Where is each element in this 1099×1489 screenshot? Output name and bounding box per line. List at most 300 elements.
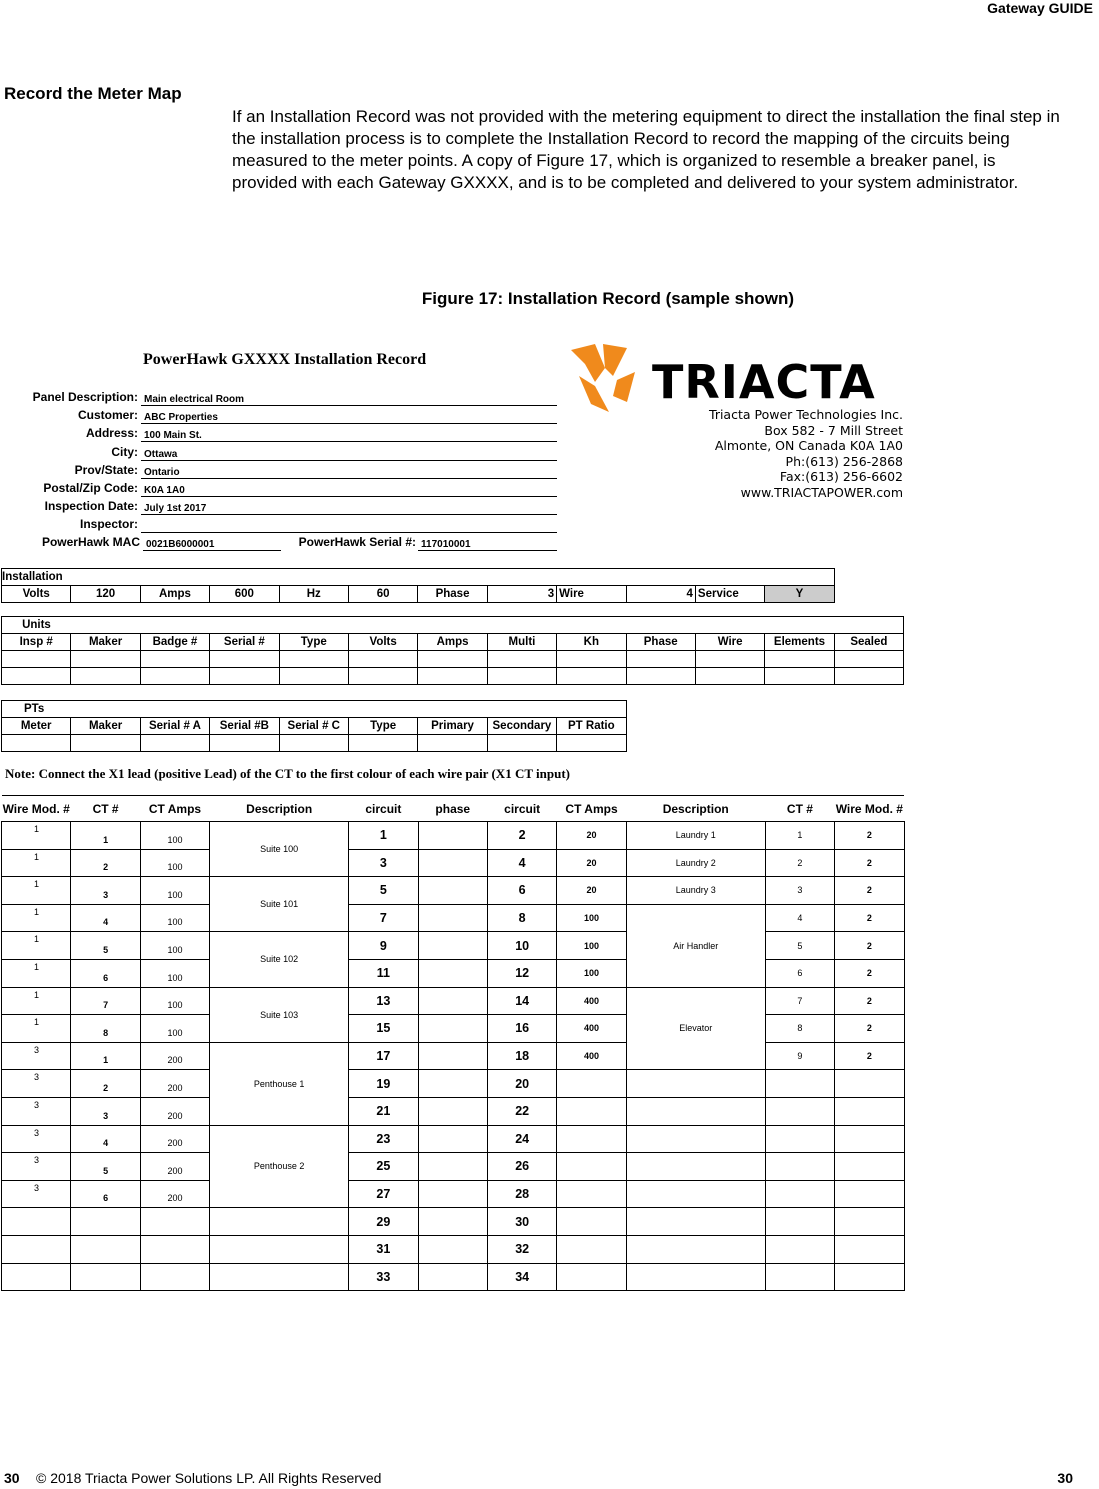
mac-label: PowerHawk MAC	[41, 535, 140, 549]
section-title: Record the Meter Map	[4, 84, 182, 103]
empty-cell[interactable]	[626, 668, 695, 685]
wire-mod-cell: 3	[2, 1125, 71, 1153]
pts-table	[1, 700, 627, 752]
ct-number-cell	[71, 1235, 140, 1263]
ct-amps-cell	[140, 1235, 209, 1263]
ct-number-cell: 3	[765, 877, 834, 905]
wire-mod-cell: 2	[835, 849, 904, 877]
phase-cell	[418, 1015, 487, 1043]
circuit-cell: 5	[349, 877, 418, 905]
units-header: Type	[279, 634, 348, 651]
panel-header: circuit	[365, 801, 402, 816]
address-line: www.TRIACTAPOWER.com	[740, 484, 903, 500]
field-value: Ottawa	[141, 447, 557, 461]
field-label: Customer:	[77, 408, 138, 423]
wire-mod-cell: 2	[835, 877, 904, 905]
ct-amps-cell: 200	[140, 1180, 209, 1208]
ct-number-cell: 7	[765, 987, 834, 1015]
empty-cell[interactable]	[348, 668, 417, 685]
wire-mod-cell	[835, 1125, 904, 1153]
pts-header: Serial #B	[210, 718, 279, 735]
description-cell	[626, 1125, 765, 1153]
ct-amps-cell	[557, 1097, 626, 1125]
pts-header: Primary	[418, 718, 487, 735]
ct-number-cell: 5	[71, 932, 140, 960]
circuit-cell: 8	[487, 904, 556, 932]
phase-cell	[418, 1263, 487, 1291]
ct-amps-cell: 200	[140, 1097, 209, 1125]
field-value: Main electrical Room	[141, 392, 557, 406]
ct-number-cell	[765, 1153, 834, 1181]
ct-amps-cell: 100	[140, 987, 209, 1015]
table-row	[2, 668, 904, 685]
circuit-cell: 24	[487, 1125, 556, 1153]
empty-cell[interactable]	[487, 668, 556, 685]
empty-cell[interactable]	[140, 735, 209, 752]
ct-number-cell	[765, 1263, 834, 1291]
wire-mod-cell	[835, 1097, 904, 1125]
ct-amps-cell	[557, 1180, 626, 1208]
empty-cell[interactable]	[210, 735, 279, 752]
ct-amps-cell	[557, 1263, 626, 1291]
wire-mod-cell	[835, 1070, 904, 1098]
wire-mod-cell: 1	[2, 959, 71, 987]
ct-number-cell	[765, 1180, 834, 1208]
empty-cell[interactable]	[557, 735, 626, 752]
wire-mod-cell	[835, 1153, 904, 1181]
phase-cell	[418, 959, 487, 987]
ct-number-cell	[765, 1097, 834, 1125]
ct-amps-cell: 200	[140, 1125, 209, 1153]
wire-mod-cell	[835, 1208, 904, 1236]
pts-header: Maker	[71, 718, 140, 735]
circuit-cell: 32	[487, 1235, 556, 1263]
empty-cell[interactable]	[418, 668, 487, 685]
field-value: Ontario	[141, 465, 557, 479]
field-value: July 1st 2017	[141, 501, 557, 515]
ct-number-cell	[765, 1208, 834, 1236]
units-header: Maker	[71, 634, 140, 651]
wire-mod-cell: 3	[2, 1153, 71, 1181]
wire-mod-cell	[2, 1208, 71, 1236]
pts-header: Serial # C	[279, 718, 348, 735]
circuit-cell: 17	[349, 1042, 418, 1070]
field-label: City:	[111, 444, 138, 459]
ct-number-cell	[765, 1125, 834, 1153]
address-line: Almonte, ON Canada K0A 1A0	[714, 438, 903, 453]
ct-amps-cell	[140, 1208, 209, 1236]
phase-cell	[418, 877, 487, 905]
description-cell: Laundry 1	[626, 822, 765, 850]
empty-cell[interactable]	[2, 735, 71, 752]
empty-cell[interactable]	[210, 651, 279, 668]
ct-amps-cell: 20	[557, 877, 626, 905]
wire-mod-cell: 2	[835, 822, 904, 850]
panel-header: phase	[435, 801, 471, 816]
panel-header: Wire Mod. #	[2, 801, 70, 816]
description-cell	[626, 1097, 765, 1125]
ct-number-cell: 5	[765, 932, 834, 960]
field-label: Address:	[85, 426, 138, 441]
ct-number-cell: 3	[71, 877, 140, 905]
installation-cell: Volts	[2, 586, 71, 603]
ct-number-cell: 2	[765, 849, 834, 877]
units-header: Insp #	[2, 634, 71, 651]
ct-amps-cell	[557, 1208, 626, 1236]
circuit-cell: 27	[349, 1180, 418, 1208]
installation-cell: Phase	[418, 586, 487, 603]
field-label: Postal/Zip Code:	[43, 481, 138, 495]
serial-label: PowerHawk Serial #:	[298, 535, 416, 549]
empty-cell[interactable]	[2, 668, 71, 685]
ct-number-cell	[71, 1208, 140, 1236]
ct-amps-cell: 100	[140, 959, 209, 987]
empty-cell[interactable]	[279, 668, 348, 685]
panel-header: Description	[662, 801, 729, 816]
installation-cell: 3	[487, 586, 556, 603]
circuit-cell: 21	[349, 1097, 418, 1125]
empty-cell[interactable]	[765, 651, 834, 668]
units-table	[1, 616, 904, 685]
installation-cell: 4	[626, 586, 695, 603]
empty-cell[interactable]	[487, 651, 556, 668]
circuit-cell: 2	[487, 822, 556, 850]
units-header: Elements	[765, 634, 834, 651]
wire-mod-cell: 2	[835, 1015, 904, 1043]
ct-amps-cell: 20	[557, 849, 626, 877]
installation-cell: Hz	[279, 586, 348, 603]
circuit-cell: 34	[487, 1263, 556, 1291]
empty-cell[interactable]	[71, 651, 140, 668]
circuit-cell: 11	[349, 959, 418, 987]
pts-header: Serial # A	[140, 718, 209, 735]
field-value	[141, 519, 557, 533]
wire-mod-cell: 1	[2, 849, 71, 877]
installation-title: Installation	[2, 569, 835, 586]
serial-value: 117010001	[418, 537, 557, 551]
triacta-logo-mark-icon	[565, 342, 653, 414]
circuit-cell: 33	[349, 1263, 418, 1291]
pts-header: Meter	[2, 718, 71, 735]
circuit-cell: 3	[349, 849, 418, 877]
wire-mod-cell: 1	[2, 822, 71, 850]
units-header: Wire	[695, 634, 764, 651]
circuit-cell: 31	[349, 1235, 418, 1263]
wire-mod-cell	[835, 1235, 904, 1263]
record-title: PowerHawk GXXXX Installation Record	[143, 351, 427, 368]
circuit-cell: 16	[487, 1015, 556, 1043]
address-line: Fax:(613) 256-6602	[779, 469, 903, 484]
ct-amps-cell	[557, 1235, 626, 1263]
installation-cell: Service	[695, 586, 764, 603]
footer-page-right: 30	[1057, 1470, 1073, 1486]
field-label: Prov/State:	[74, 462, 138, 477]
description-cell: Penthouse 2	[210, 1125, 349, 1208]
ct-number-cell: 4	[765, 904, 834, 932]
description-cell: Laundry 2	[626, 849, 765, 877]
description-cell: Air Handler	[626, 904, 765, 987]
table-row	[2, 1153, 905, 1181]
installation-cell: 120	[71, 586, 140, 603]
ct-amps-cell	[557, 1153, 626, 1181]
table-row	[2, 1070, 905, 1098]
ct-number-cell: 4	[71, 904, 140, 932]
wire-mod-cell: 2	[835, 987, 904, 1015]
phase-cell	[418, 849, 487, 877]
field-value: ABC Properties	[141, 410, 557, 424]
empty-cell[interactable]	[487, 735, 556, 752]
wire-mod-cell: 2	[835, 1042, 904, 1070]
panel-header: circuit	[504, 801, 541, 816]
empty-cell[interactable]	[71, 735, 140, 752]
ct-number-cell: 9	[765, 1042, 834, 1070]
ct-number-cell: 7	[71, 987, 140, 1015]
pts-title: PTs	[2, 701, 627, 718]
ct-amps-cell: 100	[140, 904, 209, 932]
empty-cell[interactable]	[279, 735, 348, 752]
empty-cell[interactable]	[834, 651, 903, 668]
wire-mod-cell: 1	[2, 877, 71, 905]
ct-amps-cell: 400	[557, 1015, 626, 1043]
description-cell	[210, 1208, 349, 1236]
circuit-cell: 26	[487, 1153, 556, 1181]
ct-amps-cell	[557, 1070, 626, 1098]
empty-cell[interactable]	[557, 651, 626, 668]
phase-cell	[418, 1070, 487, 1098]
empty-cell[interactable]	[557, 668, 626, 685]
units-header: Multi	[487, 634, 556, 651]
empty-cell[interactable]	[348, 735, 417, 752]
figure-caption: Figure 17: Installation Record (sample shown)	[421, 289, 795, 308]
section-body: If an Installation Record was not provided with the metering equipment to direct the installation the final step in the installation process is to complete the Installation Record to record the mapping of the circuits being measured to the meter points. A copy of Figure 17, which is organized to resemble a breaker panel, is provided with each Gateway GXXXX, and is to be completed and delivered to your system administrator.	[232, 107, 1060, 192]
installation-cell: 60	[348, 586, 417, 603]
table-row	[2, 822, 905, 850]
wire-mod-cell	[2, 1263, 71, 1291]
wire-mod-cell: 1	[2, 932, 71, 960]
field-label: Inspector:	[79, 517, 138, 532]
wire-mod-cell: 1	[2, 1015, 71, 1043]
empty-cell[interactable]	[140, 668, 209, 685]
units-header: Phase	[626, 634, 695, 651]
circuit-cell: 4	[487, 849, 556, 877]
panel-header: CT Amps	[565, 801, 618, 816]
empty-cell[interactable]	[71, 668, 140, 685]
field-value: K0A 1A0	[141, 483, 557, 497]
circuit-cell: 25	[349, 1153, 418, 1181]
circuit-cell: 10	[487, 932, 556, 960]
description-cell	[626, 1235, 765, 1263]
table-row	[2, 1235, 905, 1263]
empty-cell[interactable]	[210, 668, 279, 685]
wire-mod-cell: 3	[2, 1042, 71, 1070]
description-cell	[626, 1153, 765, 1181]
units-header: Serial #	[210, 634, 279, 651]
installation-cell: Amps	[140, 586, 209, 603]
ct-amps-cell: 20	[557, 822, 626, 850]
pts-header: PT Ratio	[557, 718, 626, 735]
description-cell: Suite 102	[210, 932, 349, 987]
wire-mod-cell: 3	[2, 1097, 71, 1125]
units-header: Amps	[418, 634, 487, 651]
pts-header-row	[2, 718, 627, 735]
installation-cell: 600	[210, 586, 279, 603]
table-row	[2, 849, 905, 877]
units-header: Volts	[348, 634, 417, 651]
table-row	[2, 904, 905, 932]
empty-cell[interactable]	[418, 651, 487, 668]
ct-number-cell: 1	[71, 822, 140, 850]
ct-amps-cell: 100	[140, 822, 209, 850]
ct-amps-cell	[557, 1125, 626, 1153]
footer-copyright: © 2018 Triacta Power Solutions LP. All Rights Reserved	[36, 1470, 382, 1486]
installation-table	[1, 568, 835, 603]
wire-mod-cell: 1	[2, 987, 71, 1015]
wire-mod-cell: 1	[2, 904, 71, 932]
ct-amps-cell	[140, 1263, 209, 1291]
phase-cell	[418, 987, 487, 1015]
ct-number-cell: 6	[765, 959, 834, 987]
address-line: Box 582 - 7 Mill Street	[764, 422, 903, 438]
ct-number-cell: 4	[71, 1125, 140, 1153]
units-header: Kh	[557, 634, 626, 651]
table-row	[2, 1042, 905, 1070]
panel-table	[1, 795, 905, 1291]
panel-header: Wire Mod. #	[835, 801, 903, 816]
empty-cell[interactable]	[765, 668, 834, 685]
units-header-row	[2, 634, 904, 651]
ct-number-cell	[765, 1070, 834, 1098]
description-cell	[626, 1263, 765, 1291]
description-cell	[210, 1263, 349, 1291]
ct-amps-cell: 100	[140, 849, 209, 877]
ct-amps-cell: 100	[557, 932, 626, 960]
empty-cell[interactable]	[2, 651, 71, 668]
wire-mod-cell: 2	[835, 959, 904, 987]
ct-number-cell: 2	[71, 849, 140, 877]
circuit-cell: 29	[349, 1208, 418, 1236]
circuit-cell: 15	[349, 1015, 418, 1043]
circuit-cell: 1	[349, 822, 418, 850]
table-row	[2, 1180, 905, 1208]
ct-amps-cell: 200	[140, 1070, 209, 1098]
circuit-cell: 28	[487, 1180, 556, 1208]
ct-number-cell: 5	[71, 1153, 140, 1181]
address-line: Ph:(613) 256-2868	[785, 453, 903, 469]
company-address	[709, 407, 903, 500]
description-cell: Laundry 3	[626, 877, 765, 905]
panel-header: CT #	[92, 801, 119, 816]
installation-cell: Wire	[557, 586, 626, 603]
triacta-logo-text: TRIACTA	[652, 355, 876, 409]
panel-header: Description	[246, 801, 313, 816]
panel-header-row	[2, 796, 905, 822]
field-label: Inspection Date:	[44, 499, 138, 514]
table-row	[2, 651, 904, 668]
table-row	[2, 1015, 905, 1043]
description-cell: Penthouse 1	[210, 1042, 349, 1125]
ct-number-cell: 1	[71, 1042, 140, 1070]
table-row	[2, 987, 905, 1015]
description-cell	[626, 1070, 765, 1098]
units-title: Units	[2, 617, 71, 634]
ct-number-cell: 8	[71, 1015, 140, 1043]
phase-cell	[418, 904, 487, 932]
empty-cell[interactable]	[348, 651, 417, 668]
circuit-cell: 13	[349, 987, 418, 1015]
description-cell	[626, 1208, 765, 1236]
field-label: Panel Description:	[32, 390, 138, 404]
ct-number-cell	[765, 1235, 834, 1263]
wire-mod-cell: 3	[2, 1070, 71, 1098]
table-row	[2, 735, 627, 752]
units-header: Sealed	[834, 634, 903, 651]
panel-header: CT #	[786, 801, 813, 816]
description-cell: Elevator	[626, 987, 765, 1070]
wire-mod-cell: 3	[2, 1180, 71, 1208]
ct-number-cell	[71, 1263, 140, 1291]
phase-cell	[418, 1042, 487, 1070]
ct-amps-cell: 400	[557, 1042, 626, 1070]
empty-cell[interactable]	[626, 651, 695, 668]
description-cell	[626, 1180, 765, 1208]
installation-cell: Y	[765, 586, 834, 603]
ct-number-cell: 6	[71, 959, 140, 987]
ct-amps-cell: 200	[140, 1153, 209, 1181]
empty-cell[interactable]	[140, 651, 209, 668]
empty-cell[interactable]	[695, 651, 764, 668]
address-line: Triacta Power Technologies Inc.	[709, 407, 903, 422]
phase-cell	[418, 1208, 487, 1236]
ct-amps-cell: 100	[557, 959, 626, 987]
empty-cell[interactable]	[695, 668, 764, 685]
field-value: 100 Main St.	[141, 428, 557, 442]
ct-amps-cell: 100	[140, 932, 209, 960]
circuit-cell: 18	[487, 1042, 556, 1070]
circuit-cell: 14	[487, 987, 556, 1015]
table-row	[2, 1263, 905, 1291]
description-cell: Suite 100	[210, 822, 349, 877]
ct-amps-cell: 100	[140, 877, 209, 905]
empty-cell[interactable]	[279, 651, 348, 668]
circuit-cell: 12	[487, 959, 556, 987]
page-header-title: Gateway GUIDE	[987, 0, 1093, 16]
empty-cell[interactable]	[834, 668, 903, 685]
phase-cell	[418, 1125, 487, 1153]
ct-amps-cell: 200	[140, 1042, 209, 1070]
phase-cell	[418, 932, 487, 960]
phase-cell	[418, 1180, 487, 1208]
table-row	[2, 1097, 905, 1125]
description-cell: Suite 103	[210, 987, 349, 1042]
wire-mod-cell: 2	[835, 904, 904, 932]
installation-row	[2, 586, 835, 603]
description-cell	[210, 1235, 349, 1263]
empty-cell[interactable]	[418, 735, 487, 752]
description-cell: Suite 101	[210, 877, 349, 932]
circuit-cell: 22	[487, 1097, 556, 1125]
wire-mod-cell	[835, 1180, 904, 1208]
ct-amps-cell: 100	[557, 904, 626, 932]
ct-number-cell: 3	[71, 1097, 140, 1125]
circuit-cell: 9	[349, 932, 418, 960]
ct-number-cell: 8	[765, 1015, 834, 1043]
table-row	[2, 877, 905, 905]
circuit-cell: 6	[487, 877, 556, 905]
ct-amps-cell: 400	[557, 987, 626, 1015]
ct-number-cell: 1	[765, 822, 834, 850]
pts-header: Type	[348, 718, 417, 735]
ct-amps-cell: 100	[140, 1015, 209, 1043]
